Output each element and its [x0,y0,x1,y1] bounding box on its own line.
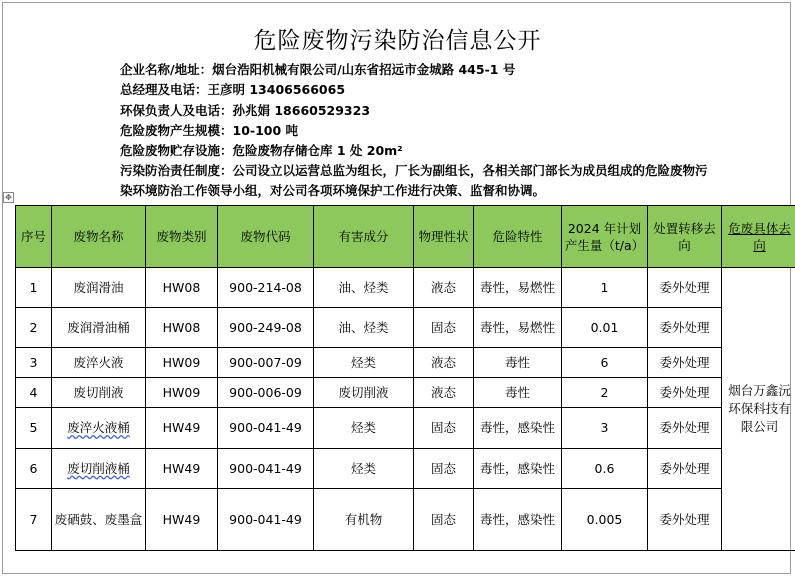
table-cell: 废切削液 [52,378,146,408]
table-cell: 6 [16,449,52,489]
table-cell: 900-214-08 [218,268,314,308]
table-cell: 2 [16,308,52,348]
table-cell: 4 [16,378,52,408]
table-cell: 0.005 [562,489,648,551]
table-cell: 6 [562,348,648,378]
info-company: 企业名称/地址：烟台浩阳机械有限公司/山东省招远市金城路 445-1 号 [120,62,516,77]
table-cell: 毒性，易燃性 [474,308,562,348]
table-cell: HW09 [146,348,218,378]
table-cell: 毒性，感染性 [474,408,562,449]
info-responsibility: 污染防治责任制度：公司设立以运营总监为组长，厂长为副组长，各相关部门部长为成员组成的危险废物污染环境防治工作领导小组，对公司各项环境保护工作进行决策、监督和协调。 [120,163,708,199]
table-cell: 委外处理 [648,268,722,308]
table-header-row [16,206,795,268]
table-cell: 900-249-08 [218,308,314,348]
table-cell: 废切削液 [314,378,414,408]
table-cell: 有机物 [314,489,414,551]
table-row [16,489,795,551]
table-cell: 废淬火液桶 [52,408,146,449]
page-title: 危险废物污染防治信息公开 [253,28,542,54]
table-cell: 废硒鼓、废墨盒 [52,489,146,551]
table-cell: HW08 [146,308,218,348]
col-header: 2024 年计划产生量（t/a） [562,206,648,268]
table-cell: 毒性 [474,378,562,408]
col-header: 废物类别 [146,206,218,268]
table-cell: 液态 [414,348,474,378]
table-row [16,348,795,378]
table-cell: 900-007-09 [218,348,314,378]
table-cell: 油、烃类 [314,268,414,308]
table-cell: 0.6 [562,449,648,489]
waste-table [15,205,795,551]
table-cell: 900-006-09 [218,378,314,408]
table-cell: 委外处理 [648,378,722,408]
col-header: 废物代码 [218,206,314,268]
col-header: 有害成分 [314,206,414,268]
table-cell: HW49 [146,408,218,449]
table-cell: HW09 [146,378,218,408]
table-cell: HW49 [146,489,218,551]
table-cell: 烃类 [314,449,414,489]
table-cell: 1 [16,268,52,308]
table-cell: 3 [562,408,648,449]
table-cell: 烃类 [314,408,414,449]
col-header: 物理性状 [414,206,474,268]
table-cell: 毒性，感染性 [474,449,562,489]
table-cell: 0.01 [562,308,648,348]
table-cell: 1 [562,268,648,308]
table-cell: 委外处理 [648,308,722,348]
table-cell: HW08 [146,268,218,308]
info-env-officer: 环保负责人及电话：孙兆娟 18660529323 [120,102,371,118]
table-cell: 委外处理 [648,348,722,378]
table-cell: 5 [16,408,52,449]
table-cell: 900-041-49 [218,449,314,489]
table-cell: 900-041-49 [218,489,314,551]
info-storage: 危险废物贮存设施：危险废物存储仓库 1 处 20m² [120,143,403,159]
table-cell: 固态 [414,408,474,449]
table-cell: 毒性，易燃性 [474,268,562,308]
table-cell: 900-041-49 [218,408,314,449]
table-cell: 2 [562,378,648,408]
table-cell: 固态 [414,489,474,551]
table-row [16,268,795,308]
company-info [120,60,710,201]
table-cell: 3 [16,348,52,378]
destination-cell: 烟台万鑫沅环保科技有限公司 [722,268,795,551]
col-header: 废物名称 [52,206,146,268]
table-cell: 固态 [414,449,474,489]
col-header: 危险特性 [474,206,562,268]
col-header: 处置转移去向 [648,206,722,268]
table-cell: 废润滑油 [52,268,146,308]
table-cell: 毒性 [474,348,562,378]
table-cell: 委外处理 [648,489,722,551]
table-cell: 委外处理 [648,408,722,449]
table-move-handle-icon[interactable]: ✥ [3,192,14,203]
info-scale: 危险废物产生规模：10-100 吨 [120,122,299,138]
table-row [16,308,795,348]
col-header: 序号 [16,206,52,268]
col-header: 危废具体去向 [722,206,795,268]
table-cell: 液态 [414,268,474,308]
table-cell: 毒性，感染性 [474,489,562,551]
table-row [16,408,795,449]
table-row [16,449,795,489]
table-cell: 烃类 [314,348,414,378]
table-cell: 液态 [414,378,474,408]
table-cell: 废切削液桶 [52,449,146,489]
table-cell: 7 [16,489,52,551]
table-row [16,378,795,408]
table-cell: 固态 [414,308,474,348]
info-manager: 总经理及电话：王彦明 13406566065 [120,82,346,98]
table-cell: 废淬火液 [52,348,146,378]
table-cell: HW49 [146,449,218,489]
table-cell: 废润滑油桶 [52,308,146,348]
table-cell: 委外处理 [648,449,722,489]
table-cell: 油、烃类 [314,308,414,348]
